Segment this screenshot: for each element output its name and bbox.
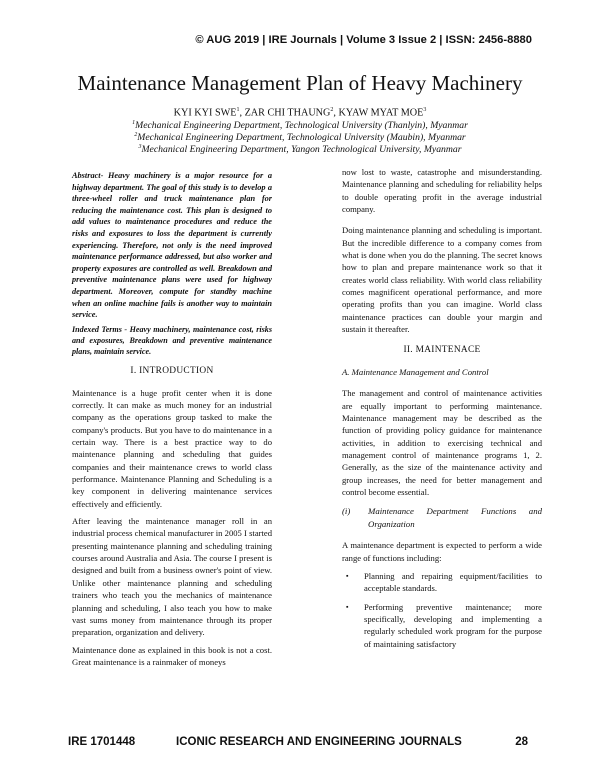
section-heading-maintenance: II. MAINTENACE bbox=[403, 345, 481, 356]
list-item-text: Planning and repairing equipment/facilities to acceptable standards. bbox=[364, 570, 542, 594]
author-1: KYI KYI SWE bbox=[173, 107, 237, 119]
affiliation-2-text: Mechanical Engineering Department, Technological University (Maubin), Myanmar bbox=[137, 132, 466, 144]
subsubsection-title: Maintenance Department Functions and Organization bbox=[368, 506, 542, 529]
right-paragraph-4: A maintenance department is expected to perform a wide range of functions including: bbox=[342, 540, 542, 563]
affiliation-1-sup: 1 bbox=[132, 120, 136, 126]
right-paragraph-1: now lost to waste, catastrophe and misunderstanding. Maintenance planning and scheduling for reliability helps to double operating profit in the average industrial company. bbox=[342, 167, 542, 215]
author-2: ZAR CHI THAUNG bbox=[244, 107, 331, 119]
bullet-icon: ▪ bbox=[346, 602, 349, 611]
paper-title: Maintenance Management Plan of Heavy Machinery bbox=[77, 71, 523, 95]
article-id: IRE 1701448 bbox=[68, 736, 136, 748]
author-1-sup: 1 bbox=[236, 107, 240, 113]
section-heading-introduction: I. INTRODUCTION bbox=[130, 366, 214, 377]
intro-paragraph-2: After leaving the maintenance manager roll in an industrial process chemical manufacturer in 2005 I started presenting maintenance planning and scheduling training courses around Australia and Asia. The course I present is designed and built from a business owner's point of view. Unlike other maintenance planning and scheduling trainers who teach you the mechanics of maintenance planning and scheduling, I also teach you how to make vast sums money from maintenance through its proper preparation, organization and delivery. bbox=[72, 516, 272, 638]
journal-header bbox=[0, 34, 600, 48]
list-item bbox=[342, 570, 542, 595]
subsubsection-number: (i) bbox=[342, 506, 351, 517]
left-column bbox=[72, 170, 272, 673]
author-3: KYAW MYAT MOE bbox=[338, 107, 424, 119]
intro-paragraph-1: Maintenance is a huge profit center when it is done correctly. It can make as much money for an industrial company as the operations group tasked to make the company's products. But you have to do maintenance in a certain way. There is a best practice way to do maintenance planning and scheduling that guides companies and their maintenance crews to world class performance. Maintenance Planning and Scheduling is a key component in delivering maintenance services effectively and efficiently. bbox=[72, 387, 272, 509]
index-terms: Indexed Terms - Heavy machinery, maintenance cost, risks and exposures, Breakdown and preventive maintenance plans, maintain service. bbox=[72, 324, 272, 357]
affiliation-2-sup: 2 bbox=[134, 132, 138, 138]
bullet-icon: ▪ bbox=[346, 571, 349, 580]
author-3-sup: 3 bbox=[423, 107, 427, 113]
right-paragraph-3: The management and control of maintenance activities are equally important to performing maintenance. Maintenance management may be described as the function of providing policy guidance for maintenance activities, in addition to exercising technical and management control of maintenance programs 1, 2. Generally, as the size of the maintenance activity and group increases, the need for better management and control become essential. bbox=[342, 388, 542, 497]
affiliation-3-sup: 3 bbox=[138, 144, 142, 150]
journal-name: ICONIC RESEARCH AND ENGINEERING JOURNALS bbox=[176, 736, 462, 748]
journal-banner: © AUG 2019 | IRE Journals | Volume 3 Issue 2 | ISSN: 2456-8880 bbox=[195, 34, 532, 46]
author-list: KYI KYI SWE$^1$, ZAR CHI THAUNG$^2$, KYAW MYAT MOE$^3$ bbox=[173, 107, 427, 119]
right-paragraph-2: Doing maintenance planning and scheduling is important. But the incredible difference to a company comes from what is done when you do the planning. The secret knows how to plan and prepare maintenance work so that it creates world class reliability. With world class reliability comes magnificent operational performance, and more operating profits than you can imagine. World class maintenance practices can double your margin and sustain it thereafter. bbox=[342, 225, 542, 335]
right-column bbox=[342, 166, 542, 656]
affiliation-3 bbox=[0, 141, 600, 156]
author-2-sup: 2 bbox=[330, 107, 334, 113]
subsubsection-heading bbox=[342, 505, 542, 530]
affiliation-1-text: Mechanical Engineering Department, Technological University (Thanlyin), Myanmar bbox=[135, 120, 468, 132]
function-list bbox=[342, 570, 542, 650]
affiliation-3-text: Mechanical Engineering Department, Yangon Technological University, Myanmar bbox=[141, 144, 462, 156]
page-footer bbox=[0, 736, 600, 750]
abstract: Abstract- Heavy machinery is a major resource for a highway department. The goal of this study is to develop a three-wheel roller and truck maintenance plan for reducing the maintenance cost. This plan is designed to add values to maintenance procedures and reduce the risks and exposures to loss the department is currently experiencing. Therefore, not only is the need improved maintenance performance addressed, but also worker and property exposures are controlled as well. Breakdown and preventive maintenance plans were used for highway department. Moreover, compute for standby machine when an online machine fails is another way to maintain service. bbox=[72, 171, 272, 320]
list-item bbox=[342, 601, 542, 650]
intro-paragraph-3: Maintenance done as explained in this book is not a cost. Great maintenance is a rainmaker of moneys bbox=[72, 644, 272, 667]
subsection-heading-a: A. Maintenance Management and Control bbox=[342, 366, 489, 377]
page-number: 28 bbox=[515, 736, 528, 748]
list-item-text: Performing preventive maintenance; more specifically, developing and implementing a regularly scheduled work program for the purpose of maintaining satisfactory bbox=[364, 601, 542, 649]
